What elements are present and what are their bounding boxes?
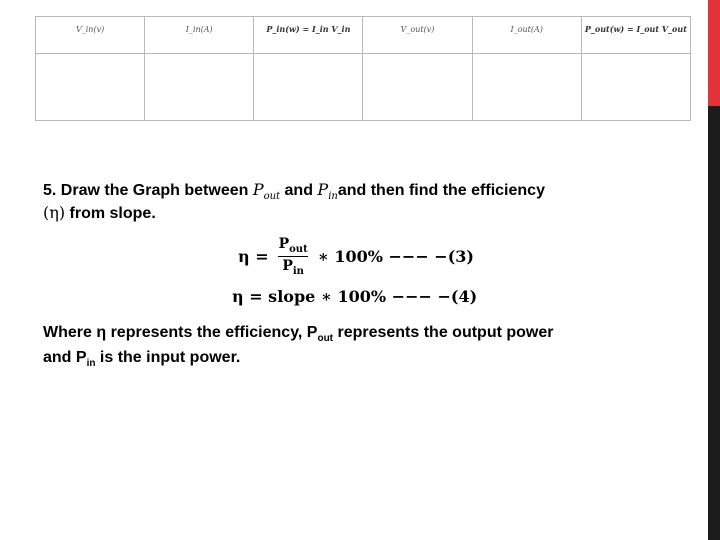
power-ratio-fraction: $\frac{P_{out}}{P_{in}}$	[278, 235, 308, 277]
header-iout: I_out(A)	[472, 17, 581, 54]
description-line1: Where η represents the efficiency, $P_{out}$ represents the output power	[43, 324, 554, 345]
table-row	[36, 54, 691, 121]
table-cell	[472, 54, 581, 121]
p-out-symbol: $P_{out}$	[252, 180, 281, 203]
table-cell	[145, 54, 254, 121]
header-vout: V_out(v)	[363, 17, 472, 54]
step-instruction-line1: 5. Draw the Graph between $P_{out}$ and $P_{in}and$ then find the efficiency	[43, 180, 545, 203]
table-cell	[363, 54, 472, 121]
header-pin: P_in(w) = I_in V_in	[254, 17, 363, 54]
table-cell	[581, 54, 690, 121]
side-accent	[708, 0, 720, 106]
step-instruction-line2: (η) from slope.	[43, 203, 156, 222]
table-cell	[254, 54, 363, 121]
description-line2: and $P_{in}$ is the input power.	[43, 349, 241, 370]
data-table	[35, 16, 691, 121]
table-header-row	[36, 17, 691, 54]
efficiency-equation-4: η = slope ∗ 100% −−− −(4)	[232, 287, 478, 306]
efficiency-equation-3: η = $\frac{P_{out}}{P_{in}}$ ∗ 100% −−− −(3)	[238, 235, 474, 277]
header-pout: P_out(w) = I_out V_out	[581, 17, 690, 54]
header-vin: V_in(v)	[36, 17, 145, 54]
table-cell	[36, 54, 145, 121]
header-iin: I_in(A)	[145, 17, 254, 54]
p-in-symbol: $P_{in}$	[317, 180, 338, 203]
